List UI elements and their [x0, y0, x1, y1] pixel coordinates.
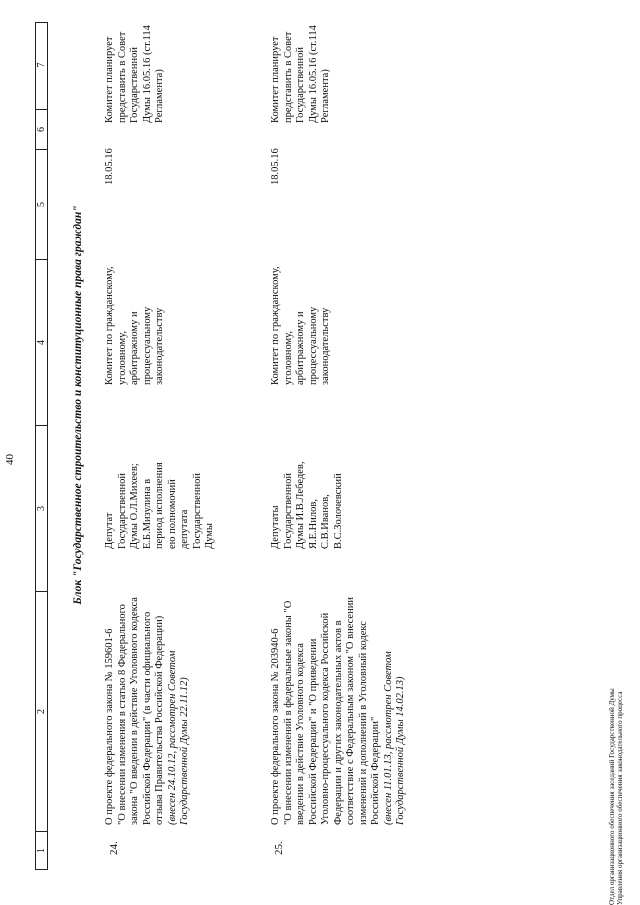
column-header: 7 [36, 62, 47, 68]
footer-line: Отдел организационного обеспечения заседаний Государственной Думы [608, 688, 616, 905]
page-number: 40 [4, 454, 16, 465]
bill-text: "О внесении изменений в федеральные законы "О введении в действие Уголовного кодекса Российской Федерации" и "О приведении Уголовно-процессуального кодекса Российской Федерации и других законодательных актов в соответствие с Федеральным законом "О внесении изменений и дополнений в Уголовный кодекс Российской Федерации" [282, 597, 381, 825]
status-cell: Комитет планирует представить в Совет Государственной Думы 16.05.16 (ст.114 Регламента) [104, 25, 165, 123]
column-header: 2 [36, 591, 47, 831]
column-header: 5 [36, 149, 47, 259]
block-title: Блок "Государственное строительство и конституционные права граждан" [72, 205, 84, 605]
bill-cell [270, 593, 408, 825]
column-header: 6 [36, 109, 47, 149]
bill-note: (внесен 24.10.12, рассмотрен Советом Государственной Думы 22.11.12) [166, 650, 190, 825]
initiator-cell: Депутат Государственной Думы О.Л.Михеев; Е.Б.Мизулина в период исполнения ею полномочий депутата Государственной Думы [104, 462, 215, 549]
column-header: 4 [36, 259, 47, 425]
column-header-row [35, 22, 48, 870]
bill-title: О проекте федерального закона № 203940-6 [270, 628, 281, 825]
date-cell: 18.05.16 [270, 148, 281, 185]
bill-text: "О внесении изменения в статью 8 Федерального закона "О введении в действие Уголовного кодекса Российской Федерации" (в части официального отзыва Правительства Российской Федерации) [116, 597, 165, 825]
date-cell: 18.05.16 [104, 148, 115, 185]
committee-cell: Комитет по гражданскому, уголовному, арбитражному и процессуальному законодательству [104, 266, 165, 385]
footer-line: Управления организационного обеспечения законодательного процесса [616, 691, 624, 905]
footer [608, 485, 624, 905]
initiator-cell: Депутаты Государственной Думы И.В.Лебедев, Я.Е.Нилов, С.В.Иванов, В.С.Золочевский [270, 461, 344, 549]
bill-cell [104, 593, 192, 825]
bill-title: О проекте федерального закона № 159601-6 [104, 628, 115, 825]
bill-note: (внесен 11.01.13, рассмотрен Советом Государственной Думы 14.02.13) [382, 651, 406, 825]
committee-cell: Комитет по гражданскому, уголовному, арбитражному и процессуальному законодательству [270, 266, 331, 385]
column-header: 1 [36, 831, 47, 869]
status-cell: Комитет планирует представить в Совет Государственной Думы 16.05.16 (ст.114 Регламента) [270, 25, 331, 123]
row-number: 24. [108, 841, 120, 855]
row-number: 25. [273, 841, 285, 855]
column-header: 3 [36, 425, 47, 591]
